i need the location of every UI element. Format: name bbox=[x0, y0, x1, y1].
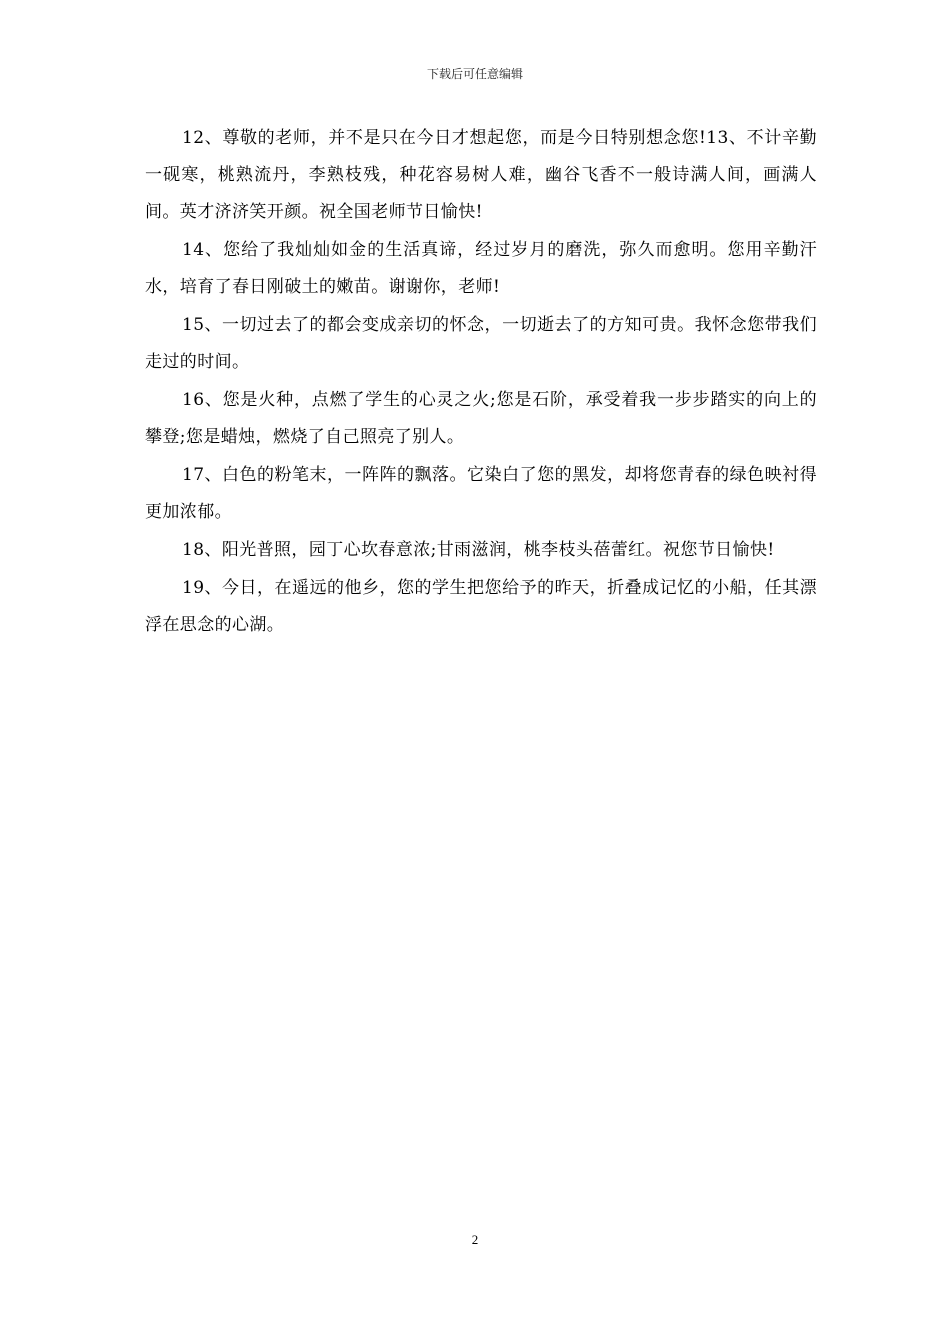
paragraph-18: 18、阳光普照，园丁心坎春意浓;甘雨滋润，桃李枝头蓓蕾红。祝您节日愉快! bbox=[182, 540, 775, 560]
paragraph-15: 15、一切过去了的都会变成亲切的怀念，一切逝去了的方知可贵。我怀念您带我们走过的时间。 bbox=[145, 315, 817, 372]
paragraph-19: 19、今日，在遥远的他乡，您的学生把您给予的昨天，折叠成记忆的小船，任其漂浮在思念的心湖。 bbox=[145, 578, 817, 635]
paragraph-17: 17、白色的粉笔末，一阵阵的飘落。它染白了您的黑发，却将您青春的绿色映衬得更加浓郁。 bbox=[145, 465, 817, 522]
paragraph-14: 14、您给了我灿灿如金的生活真谛，经过岁月的磨洗，弥久而愈明。您用辛勤汗水，培育了春日刚破土的嫩苗。谢谢你，老师! bbox=[145, 240, 817, 297]
document-body bbox=[145, 120, 817, 645]
paragraph-16: 16、您是火种，点燃了学生的心灵之火;您是石阶，承受着我一步步踏实的向上的攀登;您是蜡烛，燃烧了自己照亮了别人。 bbox=[145, 390, 817, 447]
paragraph-12-13: 12、尊敬的老师，并不是只在今日才想起您，而是今日特别想念您!13、不计辛勤一砚寒，桃熟流丹，李熟枝残，种花容易树人难，幽谷飞香不一般诗满人间，画满人间。英才济济笑开颜。祝全国老师节日愉快! bbox=[145, 128, 817, 222]
page-header: 下载后可任意编辑 bbox=[426, 67, 523, 81]
page-number: 2 bbox=[471, 1232, 479, 1247]
